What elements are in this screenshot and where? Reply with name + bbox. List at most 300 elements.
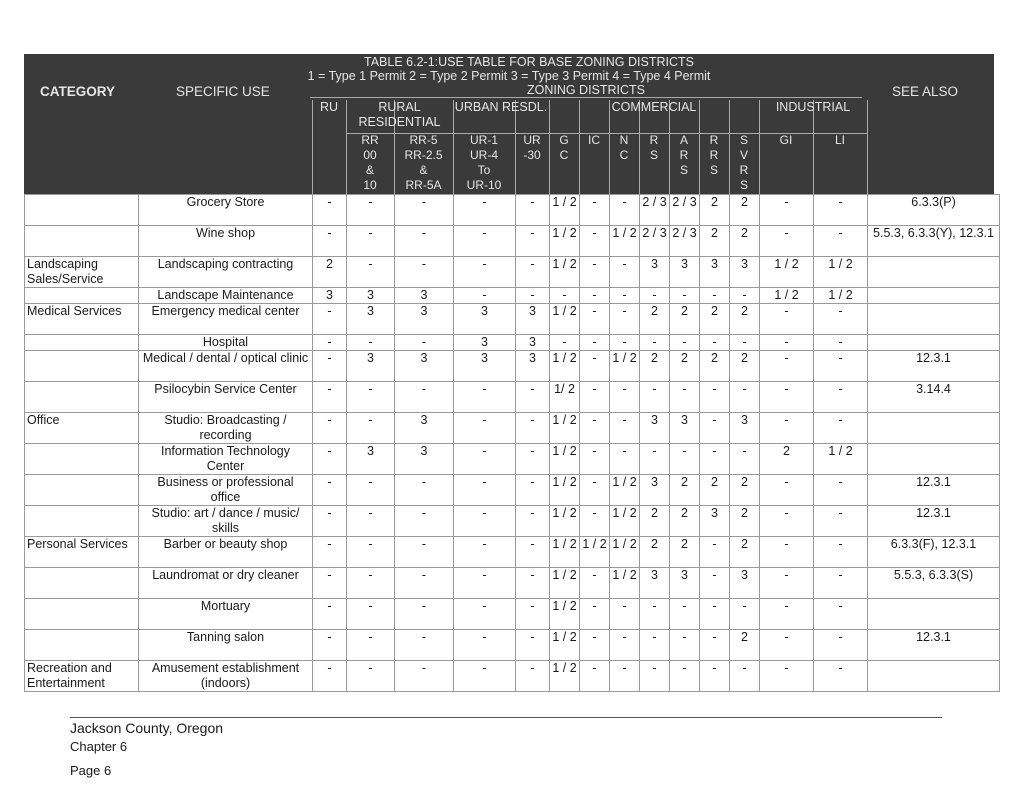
permit-cell: 2 <box>700 195 730 226</box>
permit-cell: 2 <box>730 630 760 661</box>
permit-cell: - <box>516 195 550 226</box>
permit-cell: - <box>760 475 814 506</box>
permit-cell: - <box>454 444 516 475</box>
permit-cell: 2 <box>700 226 730 257</box>
category-cell <box>25 335 139 351</box>
specific-use-cell: Medical / dental / optical clinic <box>139 351 313 382</box>
see-also-cell <box>868 413 1000 444</box>
permit-cell: - <box>347 568 395 599</box>
permit-cell: 3 <box>395 413 454 444</box>
permit-cell: 2 <box>670 537 700 568</box>
permit-cell: - <box>313 599 347 630</box>
permit-cell: - <box>516 226 550 257</box>
permit-cell: - <box>700 537 730 568</box>
district-code: N C <box>619 133 629 162</box>
category-cell <box>25 475 139 506</box>
permit-cell: - <box>760 304 814 335</box>
category-cell <box>25 630 139 661</box>
permit-cell: 2 <box>670 506 700 537</box>
permit-cell: 3 <box>395 444 454 475</box>
district-code: RR 00 & 10 <box>361 133 379 192</box>
permit-cell: - <box>347 226 395 257</box>
permit-cell: - <box>580 506 610 537</box>
category-cell <box>25 195 139 226</box>
permit-cell: - <box>730 288 760 304</box>
permit-cell: - <box>700 568 730 599</box>
permit-cell: - <box>347 382 395 413</box>
permit-cell: - <box>610 630 640 661</box>
specific-use-cell: Amusement establishment (indoors) <box>139 661 313 692</box>
permit-cell: - <box>580 413 610 444</box>
permit-cell: - <box>610 195 640 226</box>
district-code: GI <box>779 133 793 147</box>
permit-cell: - <box>760 599 814 630</box>
permit-cell: - <box>700 288 730 304</box>
footer-page-number: Page 6 <box>70 763 112 778</box>
permit-cell: 2 <box>640 506 670 537</box>
district-code: RR-5 RR-2.5 & RR-5A <box>404 133 443 192</box>
permit-cell: 2 <box>760 444 814 475</box>
category-cell <box>25 506 139 537</box>
permit-cell: - <box>700 413 730 444</box>
permit-cell: - <box>454 630 516 661</box>
use-table <box>24 194 1000 692</box>
see-also-cell: 12.3.1 <box>868 475 1000 506</box>
specific-use-cell: Emergency medical center <box>139 304 313 335</box>
permit-cell: - <box>347 195 395 226</box>
permit-cell: - <box>670 288 700 304</box>
specific-use-cell: Tanning salon <box>139 630 313 661</box>
permit-cell: 2 <box>730 304 760 335</box>
permit-cell: - <box>670 382 700 413</box>
permit-cell: - <box>700 335 730 351</box>
permit-cell: - <box>454 257 516 288</box>
permit-cell: - <box>760 382 814 413</box>
permit-cell: - <box>395 382 454 413</box>
permit-cell: - <box>454 475 516 506</box>
permit-cell: - <box>347 506 395 537</box>
permit-cell: 2 / 3 <box>640 226 670 257</box>
permit-cell: 2 <box>730 506 760 537</box>
permit-cell: 3 <box>700 257 730 288</box>
see-also-cell: 12.3.1 <box>868 506 1000 537</box>
permit-cell: - <box>814 195 868 226</box>
permit-cell: - <box>516 444 550 475</box>
table-title: TABLE 6.2-1:USE TABLE FOR BASE ZONING DISTRICTS <box>364 55 694 69</box>
permit-cell: - <box>580 226 610 257</box>
category-cell: Landscaping Sales/Service <box>25 257 139 288</box>
permit-cell: 1 / 2 <box>814 288 868 304</box>
permit-cell: 2 <box>730 537 760 568</box>
permit-cell: - <box>814 475 868 506</box>
permit-cell: - <box>395 537 454 568</box>
permit-cell: - <box>516 661 550 692</box>
permit-cell: 3 <box>347 351 395 382</box>
permit-cell: 2 / 3 <box>670 226 700 257</box>
category-cell <box>25 351 139 382</box>
permit-cell: - <box>313 304 347 335</box>
permit-cell: 1 / 2 <box>550 444 580 475</box>
permit-cell: 3 <box>516 351 550 382</box>
permit-cell: - <box>580 304 610 335</box>
permit-cell: - <box>580 335 610 351</box>
permit-cell: 1 / 2 <box>610 568 640 599</box>
district-code: S V R S <box>739 133 749 192</box>
permit-cell: - <box>516 568 550 599</box>
district-code: LI <box>834 133 845 147</box>
table-row <box>25 599 1000 630</box>
permit-cell: - <box>760 537 814 568</box>
permit-cell: - <box>395 195 454 226</box>
permit-cell: - <box>313 630 347 661</box>
permit-cell: 3 <box>395 288 454 304</box>
permit-cell: - <box>814 226 868 257</box>
permit-cell: 3 <box>640 568 670 599</box>
permit-cell: - <box>640 382 670 413</box>
permit-cell: - <box>516 506 550 537</box>
table-row <box>25 537 1000 568</box>
district-code: A R S <box>679 133 689 177</box>
permit-cell: - <box>313 568 347 599</box>
permit-cell: - <box>516 475 550 506</box>
specific-use-cell: Studio: art / dance / music/ skills <box>139 506 313 537</box>
permit-cell: - <box>454 537 516 568</box>
permit-cell: - <box>516 599 550 630</box>
permit-cell: - <box>730 335 760 351</box>
permit-cell: - <box>347 537 395 568</box>
permit-cell: 2 <box>730 226 760 257</box>
permit-cell: - <box>730 599 760 630</box>
permit-cell: 1 / 2 <box>550 413 580 444</box>
permit-cell: 1 / 2 <box>550 475 580 506</box>
permit-cell: - <box>760 195 814 226</box>
permit-cell: 3 <box>516 335 550 351</box>
permit-cell: - <box>670 661 700 692</box>
permit-cell: - <box>670 444 700 475</box>
permit-cell: 1 / 2 <box>760 288 814 304</box>
permit-cell: - <box>610 599 640 630</box>
see-also-cell <box>868 335 1000 351</box>
permit-cell: - <box>580 351 610 382</box>
category-cell <box>25 382 139 413</box>
permit-cell: - <box>814 413 868 444</box>
permit-cell: 3 <box>640 475 670 506</box>
specific-use-cell: Business or professional office <box>139 475 313 506</box>
permit-cell: - <box>347 630 395 661</box>
permit-cell: 3 <box>730 413 760 444</box>
permit-cell: - <box>670 599 700 630</box>
permit-cell: 1 / 2 <box>610 475 640 506</box>
district-code: IC <box>588 133 600 147</box>
permit-cell: - <box>454 195 516 226</box>
permit-cell: - <box>313 537 347 568</box>
permit-cell: 1 / 2 <box>550 304 580 335</box>
table-header <box>24 54 994 194</box>
permit-cell: - <box>580 568 610 599</box>
permit-cell: - <box>580 599 610 630</box>
category-cell <box>25 599 139 630</box>
table-row <box>25 226 1000 257</box>
specific-use-column-header: SPECIFIC USE <box>176 84 270 99</box>
permit-cell: - <box>814 506 868 537</box>
permit-cell: 1 / 2 <box>814 257 868 288</box>
permit-cell: - <box>700 444 730 475</box>
permit-cell: - <box>580 382 610 413</box>
permit-cell: - <box>700 599 730 630</box>
permit-cell: - <box>313 506 347 537</box>
permit-cell: - <box>640 599 670 630</box>
footer-chapter: Chapter 6 <box>70 739 128 754</box>
table-row <box>25 661 1000 692</box>
permit-cell: - <box>313 382 347 413</box>
footer-rule <box>70 717 942 718</box>
category-cell <box>25 226 139 257</box>
district-group-ru: RU <box>319 100 339 114</box>
permit-cell: - <box>814 599 868 630</box>
permit-cell: - <box>814 335 868 351</box>
specific-use-cell: Wine shop <box>139 226 313 257</box>
permit-cell: - <box>313 351 347 382</box>
permit-cell: - <box>760 335 814 351</box>
permit-cell: 1 / 2 <box>550 257 580 288</box>
permit-cell: 3 <box>516 304 550 335</box>
specific-use-cell: Studio: Broadcasting / recording <box>139 413 313 444</box>
permit-cell: - <box>814 382 868 413</box>
permit-cell: - <box>454 599 516 630</box>
permit-cell: - <box>670 335 700 351</box>
footer-county: Jackson County, Oregon <box>70 720 224 736</box>
see-also-cell: 12.3.1 <box>868 630 1000 661</box>
permit-cell: - <box>347 335 395 351</box>
permit-cell: - <box>395 599 454 630</box>
permit-cell: - <box>610 304 640 335</box>
table-row <box>25 195 1000 226</box>
permit-cell: - <box>760 568 814 599</box>
permit-cell: - <box>516 288 550 304</box>
see-also-cell <box>868 661 1000 692</box>
see-also-column-header: SEE ALSO <box>892 84 959 99</box>
permit-cell: - <box>516 257 550 288</box>
permit-cell: - <box>516 413 550 444</box>
permit-cell: - <box>580 444 610 475</box>
table-row <box>25 351 1000 382</box>
permit-cell: - <box>550 335 580 351</box>
permit-cell: 3 <box>454 351 516 382</box>
permit-cell: - <box>580 195 610 226</box>
permit-cell: 1 / 2 <box>610 226 640 257</box>
permit-cell: 1 / 2 <box>550 226 580 257</box>
permit-cell: 1 / 2 <box>610 537 640 568</box>
specific-use-cell: Mortuary <box>139 599 313 630</box>
permit-cell: - <box>610 257 640 288</box>
permit-cell: 1 / 2 <box>550 568 580 599</box>
permit-cell: - <box>347 257 395 288</box>
permit-cell: - <box>760 351 814 382</box>
permit-cell: 2 <box>730 475 760 506</box>
see-also-cell <box>868 444 1000 475</box>
category-cell: Personal Services <box>25 537 139 568</box>
permit-cell: - <box>313 195 347 226</box>
permit-cell: 1 / 2 <box>760 257 814 288</box>
permit-cell: - <box>814 537 868 568</box>
permit-cell: - <box>610 661 640 692</box>
see-also-cell: 5.5.3, 6.3.3(Y), 12.3.1 <box>868 226 1000 257</box>
permit-cell: - <box>395 257 454 288</box>
permit-cell: 2 <box>700 351 730 382</box>
permit-cell: - <box>814 351 868 382</box>
permit-cell: - <box>347 475 395 506</box>
permit-cell: - <box>395 568 454 599</box>
see-also-cell: 3.14.4 <box>868 382 1000 413</box>
district-code: UR -30 <box>523 133 541 162</box>
permit-cell: 1 / 2 <box>550 661 580 692</box>
permit-cell: - <box>610 382 640 413</box>
permit-cell: - <box>395 226 454 257</box>
specific-use-cell: Psilocybin Service Center <box>139 382 313 413</box>
see-also-cell <box>868 257 1000 288</box>
see-also-cell: 5.5.3, 6.3.3(S) <box>868 568 1000 599</box>
specific-use-cell: Barber or beauty shop <box>139 537 313 568</box>
permit-cell: 3 <box>395 304 454 335</box>
table-row <box>25 335 1000 351</box>
see-also-cell <box>868 288 1000 304</box>
permit-cell: - <box>580 661 610 692</box>
category-cell <box>25 444 139 475</box>
district-group-rural: RURAL RESIDENTIAL <box>358 100 441 129</box>
district-code: R S <box>649 133 659 162</box>
permit-cell: - <box>454 288 516 304</box>
permit-cell: - <box>610 288 640 304</box>
permit-cell: - <box>730 382 760 413</box>
permit-cell: 3 <box>313 288 347 304</box>
permit-cell: - <box>516 630 550 661</box>
permit-cell: 2 <box>670 351 700 382</box>
permit-cell: 3 <box>640 413 670 444</box>
permit-cell: - <box>640 661 670 692</box>
permit-cell: 1 / 2 <box>610 351 640 382</box>
permit-cell: 3 <box>395 351 454 382</box>
table-row <box>25 444 1000 475</box>
permit-cell: 1 / 2 <box>550 506 580 537</box>
permit-cell: - <box>395 335 454 351</box>
permit-cell: 2 <box>670 475 700 506</box>
permit-cell: 3 <box>700 506 730 537</box>
permit-cell: 2 <box>640 537 670 568</box>
permit-cell: - <box>700 661 730 692</box>
permit-cell: 1 / 2 <box>550 351 580 382</box>
table-row <box>25 475 1000 506</box>
permit-cell: - <box>814 568 868 599</box>
permit-cell: 3 <box>640 257 670 288</box>
permit-cell: - <box>313 661 347 692</box>
permit-cell: 3 <box>730 257 760 288</box>
permit-cell: 2 / 3 <box>670 195 700 226</box>
category-cell: Medical Services <box>25 304 139 335</box>
permit-cell: - <box>580 288 610 304</box>
permit-cell: - <box>640 335 670 351</box>
permit-cell: - <box>580 630 610 661</box>
permit-cell: - <box>760 630 814 661</box>
specific-use-cell: Landscaping contracting <box>139 257 313 288</box>
permit-cell: - <box>313 444 347 475</box>
permit-cell: - <box>814 661 868 692</box>
permit-cell: - <box>760 506 814 537</box>
permit-cell: 2 / 3 <box>640 195 670 226</box>
permit-cell: 2 <box>640 351 670 382</box>
permit-cell: 3 <box>347 304 395 335</box>
permit-cell: 3 <box>670 257 700 288</box>
permit-cell: 1 / 2 <box>550 599 580 630</box>
permit-cell: - <box>610 335 640 351</box>
permit-cell: 2 <box>700 304 730 335</box>
district-code: UR-1 UR-4 To UR-10 <box>466 133 502 192</box>
permit-cell: - <box>454 226 516 257</box>
permit-cell: - <box>760 226 814 257</box>
table-row <box>25 382 1000 413</box>
see-also-cell <box>868 304 1000 335</box>
table-row <box>25 304 1000 335</box>
permit-cell: - <box>395 661 454 692</box>
permit-cell: 1/ 2 <box>550 382 580 413</box>
permit-cell: - <box>347 413 395 444</box>
permit-cell: - <box>700 630 730 661</box>
permit-cell: - <box>670 630 700 661</box>
permit-cell: - <box>395 475 454 506</box>
permit-cell: - <box>814 630 868 661</box>
permit-cell: 3 <box>347 444 395 475</box>
permit-cell: 1 / 2 <box>610 506 640 537</box>
permit-cell: - <box>760 661 814 692</box>
permit-cell: - <box>730 661 760 692</box>
specific-use-cell: Grocery Store <box>139 195 313 226</box>
permit-cell: 3 <box>670 413 700 444</box>
permit-cell: - <box>516 382 550 413</box>
permit-cell: - <box>580 257 610 288</box>
specific-use-cell: Laundromat or dry cleaner <box>139 568 313 599</box>
district-code: R R S <box>709 133 719 177</box>
permit-cell: 2 <box>640 304 670 335</box>
table-row <box>25 568 1000 599</box>
permit-cell: 1 / 2 <box>580 537 610 568</box>
permit-cell: - <box>610 444 640 475</box>
permit-cell: 2 <box>730 195 760 226</box>
permit-cell: - <box>454 413 516 444</box>
permit-cell: 3 <box>347 288 395 304</box>
table-row <box>25 506 1000 537</box>
specific-use-cell: Landscape Maintenance <box>139 288 313 304</box>
permit-cell: - <box>347 599 395 630</box>
category-cell <box>25 568 139 599</box>
permit-cell: - <box>454 568 516 599</box>
permit-cell: - <box>516 537 550 568</box>
table-row <box>25 257 1000 288</box>
permit-cell: 2 <box>670 304 700 335</box>
table-row <box>25 288 1000 304</box>
table-row <box>25 630 1000 661</box>
permit-cell: 1 / 2 <box>814 444 868 475</box>
permit-cell: 2 <box>313 257 347 288</box>
category-cell: Recreation and Entertainment <box>25 661 139 692</box>
permit-cell: 3 <box>454 304 516 335</box>
permit-cell: - <box>814 304 868 335</box>
permit-cell: - <box>700 382 730 413</box>
district-group-industrial: INDUSTRIAL <box>775 100 851 114</box>
permit-cell: - <box>395 506 454 537</box>
see-also-cell: 12.3.1 <box>868 351 1000 382</box>
permit-cell: - <box>395 630 454 661</box>
permit-cell: 1 / 2 <box>550 195 580 226</box>
permit-cell: 3 <box>454 335 516 351</box>
